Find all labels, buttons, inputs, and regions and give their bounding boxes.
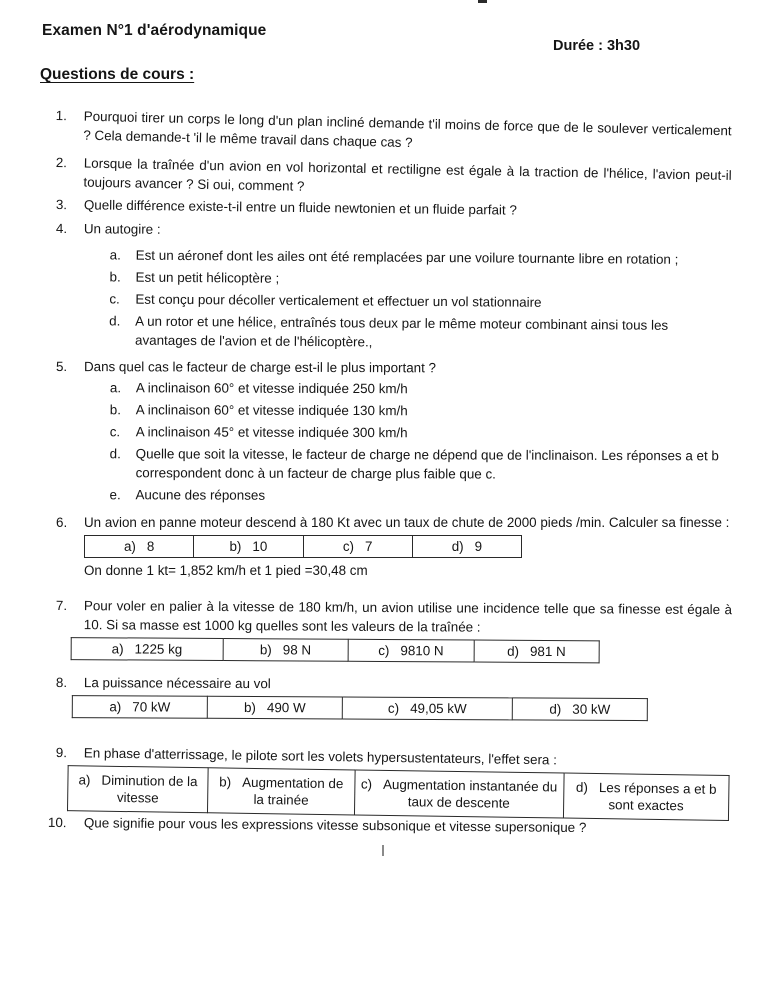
question-number: 8. — [55, 675, 68, 691]
cell-letter: d) — [575, 779, 589, 795]
cell-value: Augmentation de la trainée — [242, 774, 344, 808]
question-text: En phase d'atterrissage, le pilote sort les volets hypersustentateurs, l'effet sera : — [83, 745, 557, 768]
question-7 — [56, 596, 732, 664]
cell-value: 98 N — [282, 642, 312, 658]
cell-letter: a) — [123, 539, 136, 554]
question-8 — [56, 673, 732, 722]
question-4 — [55, 219, 732, 357]
option-c — [110, 422, 732, 443]
answer-cell-c — [303, 536, 412, 558]
option-letter: b. — [109, 269, 121, 285]
question-number: 7. — [55, 598, 68, 614]
answer-cell-a — [71, 638, 223, 661]
option-letter: c. — [109, 424, 121, 440]
cell-letter: a) — [78, 772, 91, 788]
cell-value: 490 W — [266, 700, 306, 716]
cell-value: 49,05 kW — [410, 700, 467, 717]
question-text: La puissance nécessaire au vol — [83, 675, 271, 692]
question-text: Un autogire : — [83, 221, 161, 237]
question-text: Pour voler en palier à la vitesse de 180 km/h, un avion utilise une incidence telle que sa finesse est égale à 10. Si sa masse est 1000 kg quelles sont les valeurs de la traînée : — [83, 598, 732, 635]
question-number: 3. — [55, 196, 68, 213]
answer-cell-a — [85, 536, 194, 558]
answer-cell-a — [72, 696, 207, 719]
answer-cell-b — [207, 696, 342, 719]
cell-letter: d) — [549, 701, 562, 717]
cell-letter: c) — [360, 776, 373, 792]
cell-value: 7 — [364, 539, 373, 554]
question-text: Pourquoi tirer un corps le long d'un plan incliné demande t'il moins de force que de le soulever verticalement ? Cela demande-t 'il le même travail dans chaque cas ? — [83, 108, 732, 151]
option-letter: d. — [109, 446, 121, 462]
answer-cell-d — [563, 773, 729, 820]
option-c — [109, 289, 731, 313]
answer-cell-b — [194, 536, 303, 558]
question-text: Lorsque la traînée d'un avion en vol horizontal et rectiligne est égale à la traction de l'hélice, l'avion peut-il toujours avancer ? Si oui, comment ? — [83, 155, 732, 194]
cell-letter: a) — [111, 641, 124, 657]
option-text: A inclinaison 60° et vitesse indiquée 250 km/h — [135, 380, 408, 397]
cell-value: 30 kW — [572, 701, 611, 717]
question-9 — [55, 743, 732, 821]
cell-letter: b) — [219, 774, 232, 790]
answer-cell-d — [474, 640, 600, 663]
cell-value: 981 N — [529, 643, 566, 660]
scan-artifact-top — [478, 0, 487, 3]
cell-letter: d) — [451, 539, 464, 554]
option-e — [109, 485, 731, 506]
option-letter: d. — [109, 313, 121, 329]
option-b — [109, 267, 731, 291]
option-text: A un rotor et une hélice, entraînés tous deux par le même moteur combinant ainsi tous les avantages de l'avion et de l'hélicoptère., — [134, 313, 669, 350]
answer-table — [84, 535, 522, 558]
question-number: 10. — [47, 814, 67, 831]
question-number: 2. — [55, 154, 68, 171]
option-text: Aucune des réponses — [135, 487, 266, 503]
cell-letter: a) — [109, 699, 122, 715]
cell-letter: b) — [229, 539, 242, 554]
answer-cell-b — [208, 768, 355, 815]
answer-table — [67, 765, 730, 821]
option-letter: b. — [109, 402, 122, 418]
option-b — [110, 400, 732, 421]
answer-cell-c — [342, 697, 512, 720]
answer-cell-b — [223, 639, 349, 662]
question-5 — [55, 357, 732, 509]
question-number: 1. — [55, 107, 68, 124]
question-text: Que signifie pour vous les expressions vitesse subsonique et vitesse supersonique ? — [83, 815, 587, 836]
cell-letter: c) — [378, 642, 390, 659]
option-a — [110, 245, 732, 269]
answer-cell-c — [348, 639, 474, 662]
questions-list — [47, 106, 732, 836]
question-number: 9. — [55, 744, 68, 761]
answer-cell-c — [354, 770, 564, 818]
question-1 — [55, 106, 732, 159]
option-text: Quelle que soit la vitesse, le facteur de charge ne dépend que de l'inclinaison. Les réponses a et b correspondent donc à un facteur de charge plus faible que c. — [135, 446, 719, 482]
answer-table — [72, 695, 648, 721]
question-number: 4. — [55, 220, 68, 237]
option-text: Est un aéronef dont les ailes ont été remplacées par une voilure tournante libre en rotation ; — [135, 247, 679, 267]
option-text: Est un petit hélicoptère ; — [135, 269, 280, 286]
cell-value: Diminution de la vitesse — [101, 772, 198, 806]
cell-value: Augmentation instantanée du taux de descente — [382, 776, 558, 811]
question-6 — [56, 513, 732, 580]
question-number: 5. — [55, 359, 68, 375]
answer-cell-d — [412, 536, 521, 558]
cell-letter: c) — [342, 539, 354, 554]
cell-value: Les réponses a et b sont exactes — [598, 780, 717, 814]
scan-artifact-below-q10 — [382, 845, 384, 856]
cell-value: 8 — [146, 539, 155, 554]
cell-letter: d) — [507, 643, 520, 659]
option-text: A inclinaison 45° et vitesse indiquée 300 km/h — [135, 424, 408, 441]
option-letter: a. — [109, 380, 122, 396]
cell-letter: b) — [259, 642, 272, 658]
cell-value: 9 — [474, 539, 483, 554]
option-letter: c. — [109, 291, 120, 307]
cell-value: 70 kW — [132, 699, 171, 715]
question-text: Quelle différence existe-t-il entre un fluide newtonien et un fluide parfait ? — [83, 197, 517, 218]
cell-letter: c) — [387, 700, 400, 716]
option-d — [109, 311, 731, 354]
question-text: Dans quel cas le facteur de charge est-il le plus important ? — [83, 359, 437, 376]
answer-options — [83, 245, 732, 354]
answer-cell-a — [67, 766, 208, 813]
cell-value: 9810 N — [400, 643, 444, 659]
exam-duration: Durée : 3h30 — [553, 38, 641, 54]
answer-options — [83, 378, 731, 506]
option-d — [110, 444, 732, 484]
option-letter: a. — [109, 247, 121, 263]
question-text: Un avion en panne moteur descend à 180 Kt avec un taux de chute de 2000 pieds /min. Calculer sa finesse : — [84, 515, 730, 530]
option-text: Est conçu pour décoller verticalement et effectuer un vol stationnaire — [135, 291, 542, 310]
answer-cell-d — [512, 698, 647, 721]
answer-table — [71, 637, 600, 663]
option-a — [110, 378, 732, 399]
cell-value: 10 — [252, 539, 268, 554]
option-text: A inclinaison 60° et vitesse indiquée 130 km/h — [135, 402, 408, 419]
cell-letter: b) — [243, 699, 256, 716]
given-data-note: On donne 1 kt= 1,852 km/h et 1 pied =30,48 cm — [84, 563, 368, 578]
section-heading: Questions de cours : — [40, 66, 195, 83]
exam-title: Examen N°1 d'aérodynamique — [42, 22, 267, 39]
question-number: 6. — [56, 515, 68, 530]
option-letter: e. — [109, 487, 121, 503]
cell-value: 1225 kg — [134, 641, 183, 657]
